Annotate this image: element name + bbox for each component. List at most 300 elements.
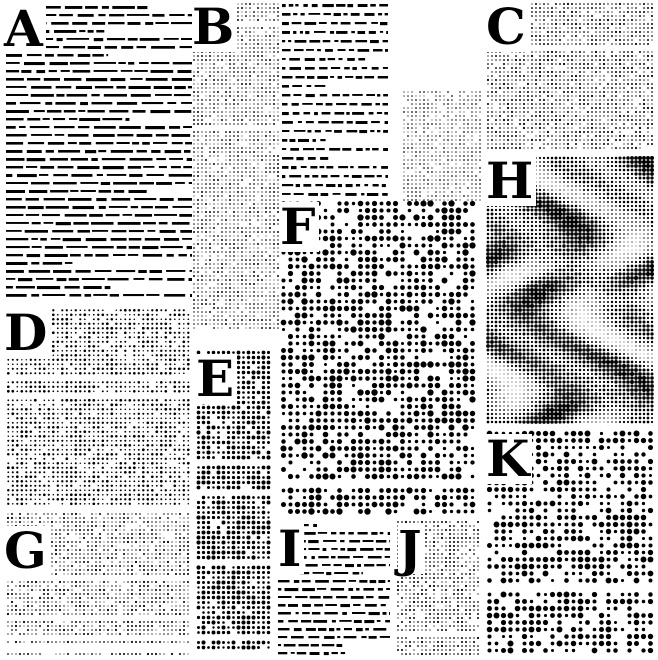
halftone-dot (241, 311, 243, 313)
halftone-dot (147, 327, 150, 330)
halftone-dot (543, 75, 544, 76)
text-stroke (160, 198, 174, 201)
halftone-dot (205, 143, 206, 144)
text-stroke (53, 270, 71, 273)
halftone-dot (595, 91, 597, 93)
halftone-dot (507, 71, 508, 72)
halftone-dot (257, 3, 258, 4)
halftone-dot (261, 319, 263, 321)
halftone-dot (587, 91, 589, 93)
halftone-dot (415, 119, 416, 120)
text-stroke (339, 58, 343, 60)
halftone-dot (151, 314, 153, 316)
text-stroke (288, 40, 291, 42)
halftone-dot (647, 131, 648, 132)
halftone-dot (269, 163, 271, 165)
halftone-dot (615, 3, 617, 5)
text-stroke (91, 94, 99, 96)
halftone-dot (142, 403, 145, 406)
text-stroke (16, 286, 35, 289)
text-stroke (383, 40, 388, 42)
halftone-dot (221, 267, 223, 269)
halftone-dot (265, 231, 267, 233)
halftone-dot (213, 59, 214, 60)
halftone-dot (639, 143, 641, 145)
halftone-dot (34, 390, 36, 392)
text-stroke (343, 94, 350, 96)
halftone-dot (519, 123, 521, 125)
halftone-dot (183, 408, 185, 410)
halftone-dot (57, 327, 59, 329)
halftone-dot (269, 283, 270, 284)
halftone-dot (237, 179, 239, 181)
halftone-dot (213, 187, 215, 189)
halftone-dot (571, 31, 572, 32)
halftone-dot (455, 191, 456, 192)
halftone-dot (443, 131, 444, 132)
halftone-dot (249, 191, 250, 192)
halftone-dot (237, 135, 239, 137)
halftone-dot (225, 163, 227, 165)
halftone-dot (257, 63, 259, 65)
halftone-dot (229, 79, 230, 80)
halftone-dot (214, 268, 215, 269)
halftone-dot (507, 75, 509, 77)
halftone-dot (587, 31, 589, 33)
halftone-dot (138, 386, 140, 388)
halftone-dot (427, 195, 428, 196)
halftone-dot (253, 155, 255, 157)
halftone-dot (619, 23, 621, 25)
text-stroke (68, 134, 89, 137)
halftone-dot (229, 263, 230, 264)
halftone-dot (423, 159, 425, 161)
halftone-dot (225, 291, 227, 293)
halftone-dot (156, 350, 157, 351)
halftone-dot (213, 119, 214, 120)
halftone-dot (193, 119, 195, 121)
halftone-dot (587, 11, 589, 13)
halftone-dot (57, 417, 59, 419)
halftone-dot (499, 103, 501, 105)
halftone-dot (257, 175, 258, 176)
halftone-dot (265, 103, 267, 105)
halftone-dot (97, 309, 99, 311)
halftone-dot (133, 372, 136, 375)
halftone-dot (627, 11, 629, 13)
halftone-dot (431, 155, 433, 157)
halftone-dot (507, 139, 509, 141)
halftone-dot (193, 107, 195, 109)
halftone-dot (17, 386, 19, 388)
halftone-dot (217, 99, 219, 101)
halftone-dot (225, 167, 226, 168)
text-stroke (138, 270, 147, 273)
halftone-dot (217, 283, 218, 284)
halftone-dot (52, 430, 55, 433)
halftone-dot (221, 235, 223, 237)
halftone-dot (411, 119, 412, 120)
halftone-dot (257, 87, 258, 88)
halftone-dot (651, 135, 653, 137)
halftone-dot (93, 368, 95, 370)
halftone-dot (587, 55, 589, 57)
halftone-dot (599, 91, 601, 93)
halftone-dot (234, 284, 235, 285)
halftone-dot (567, 19, 569, 21)
halftone-dot (635, 75, 636, 76)
halftone-dot (116, 413, 118, 415)
halftone-dot (603, 131, 605, 133)
halftone-dot (165, 359, 167, 361)
halftone-dot (75, 314, 77, 316)
halftone-dot (491, 127, 493, 129)
halftone-dot (475, 99, 477, 101)
halftone-dot (253, 271, 255, 273)
halftone-dot (217, 239, 218, 240)
text-stroke (182, 238, 192, 240)
halftone-dot (201, 163, 203, 165)
halftone-dot (579, 3, 581, 5)
halftone-dot (193, 231, 195, 233)
halftone-dot (261, 139, 262, 140)
halftone-dot (591, 87, 593, 89)
halftone-dot (479, 127, 481, 129)
text-stroke (309, 40, 320, 43)
text-stroke (68, 142, 77, 144)
halftone-dot (217, 59, 219, 61)
halftone-dot (197, 187, 199, 189)
halftone-dot (257, 39, 258, 40)
halftone-dot (543, 119, 545, 121)
halftone-dot (79, 431, 81, 433)
halftone-dot (543, 67, 545, 69)
halftone-dot (547, 99, 548, 100)
halftone-dot (479, 119, 481, 121)
halftone-dot (61, 318, 64, 321)
halftone-dot (261, 123, 263, 125)
halftone-dot (241, 131, 242, 132)
halftone-dot (559, 139, 561, 141)
halftone-dot (241, 291, 242, 292)
halftone-dot (253, 143, 254, 144)
text-stroke (105, 286, 111, 289)
halftone-dot (129, 364, 130, 365)
halftone-dot (245, 191, 246, 192)
halftone-dot (435, 107, 436, 108)
halftone-dot (415, 143, 416, 144)
halftone-dot (647, 27, 649, 29)
halftone-dot (193, 251, 195, 253)
halftone-dot (261, 223, 262, 224)
halftone-dot (443, 135, 444, 136)
halftone-dot (221, 191, 223, 193)
halftone-dot (197, 135, 198, 136)
text-stroke (94, 126, 116, 129)
halftone-dot (245, 203, 246, 204)
halftone-dot (265, 195, 266, 196)
halftone-dot (97, 350, 99, 352)
halftone-dot (221, 203, 222, 204)
halftone-dot (201, 255, 202, 256)
halftone-dot (52, 422, 54, 424)
halftone-dot (623, 107, 624, 108)
halftone-dot (257, 27, 258, 28)
halftone-dot (164, 430, 167, 433)
halftone-dot (643, 11, 645, 13)
halftone-dot (183, 323, 185, 325)
halftone-dot (193, 115, 195, 117)
halftone-dot (253, 299, 254, 300)
halftone-dot (265, 155, 267, 157)
halftone-dot (57, 413, 58, 414)
halftone-dot (269, 91, 271, 93)
halftone-dot (499, 83, 500, 84)
halftone-dot (21, 440, 23, 442)
halftone-dot (187, 363, 190, 366)
halftone-dot (607, 87, 608, 88)
halftone-dot (407, 99, 409, 101)
text-stroke (45, 54, 54, 57)
halftone-dot (165, 435, 168, 438)
halftone-dot (241, 151, 243, 153)
halftone-dot (471, 171, 473, 173)
halftone-dot (627, 39, 629, 41)
halftone-dot (143, 409, 144, 410)
text-stroke (316, 148, 325, 150)
halftone-dot (205, 291, 206, 292)
halftone-dot (213, 67, 215, 69)
halftone-dot (463, 127, 464, 128)
halftone-dot (221, 295, 223, 297)
halftone-dot (447, 179, 449, 181)
halftone-dot (607, 63, 608, 64)
text-stroke (6, 246, 30, 248)
halftone-dot (233, 191, 234, 192)
halftone-dot (599, 95, 601, 97)
text-stroke (30, 126, 50, 128)
halftone-dot (623, 55, 625, 57)
halftone-dot (603, 91, 605, 93)
halftone-dot (639, 87, 641, 89)
halftone-dot (209, 227, 210, 228)
text-stroke (47, 110, 62, 113)
halftone-dot (209, 275, 210, 276)
halftone-dot (237, 263, 239, 265)
halftone-dot (221, 287, 222, 288)
halftone-dot (265, 15, 266, 16)
halftone-dot (551, 147, 552, 148)
halftone-dot (205, 123, 207, 125)
text-stroke (380, 31, 383, 33)
text-stroke (358, 49, 370, 52)
halftone-dot (499, 143, 500, 144)
halftone-dot (93, 327, 95, 329)
halftone-dot (415, 115, 416, 116)
halftone-dot (487, 111, 489, 113)
halftone-dot (257, 7, 259, 9)
text-stroke (150, 270, 163, 273)
halftone-dot (52, 426, 55, 429)
halftone-dot (229, 179, 230, 180)
halftone-dot (531, 59, 533, 61)
halftone-dot (84, 323, 86, 325)
halftone-dot (225, 191, 226, 192)
halftone-dot (178, 345, 180, 347)
halftone-dot (261, 71, 263, 73)
halftone-dot (253, 311, 255, 313)
halftone-dot (213, 63, 215, 65)
halftone-dot (169, 340, 172, 343)
text-stroke (342, 148, 351, 151)
halftone-dot (165, 386, 167, 388)
text-stroke (290, 67, 302, 70)
halftone-dot (261, 107, 262, 108)
halftone-dot (245, 235, 247, 237)
text-stroke (376, 103, 381, 105)
halftone-dot (257, 203, 258, 204)
text-stroke (282, 22, 289, 25)
halftone-dot (507, 107, 509, 109)
halftone-dot (98, 373, 99, 374)
halftone-dot (519, 111, 520, 112)
halftone-dot (205, 315, 206, 316)
halftone-dot (151, 309, 153, 311)
halftone-dot (197, 275, 198, 276)
halftone-dot (48, 431, 50, 433)
halftone-dot (475, 167, 476, 168)
halftone-dot (419, 111, 420, 112)
halftone-dot (156, 323, 158, 325)
text-stroke (313, 139, 316, 142)
halftone-dot (57, 409, 59, 411)
halftone-dot (209, 323, 210, 324)
halftone-dot (233, 259, 235, 261)
halftone-dot (547, 23, 548, 24)
halftone-dot (52, 322, 55, 325)
halftone-dot (20, 417, 23, 420)
halftone-dot (116, 409, 118, 411)
halftone-dot (455, 163, 456, 164)
halftone-dot (503, 111, 505, 113)
halftone-dot (579, 107, 580, 108)
halftone-dot (619, 111, 621, 113)
halftone-dot (201, 167, 202, 168)
halftone-dot (174, 400, 176, 402)
text-stroke (352, 112, 364, 115)
halftone-dot (261, 27, 263, 29)
halftone-dot (431, 147, 433, 149)
halftone-dot (415, 195, 417, 197)
halftone-dot (547, 131, 549, 133)
halftone-dot (475, 123, 476, 124)
halftone-dot (48, 368, 49, 369)
halftone-dot (277, 135, 278, 136)
halftone-dot (20, 430, 23, 433)
halftone-dot (273, 39, 274, 40)
halftone-dot (519, 95, 521, 97)
halftone-dot (607, 27, 609, 29)
halftone-dot (567, 111, 569, 113)
halftone-dot (503, 79, 505, 81)
halftone-dot (261, 283, 262, 284)
halftone-dot (16, 422, 18, 424)
halftone-dot (523, 99, 525, 101)
text-stroke (73, 70, 91, 73)
text-stroke (109, 206, 128, 208)
halftone-dot (615, 39, 617, 41)
halftone-dot (491, 59, 492, 60)
halftone-dot (539, 115, 541, 117)
halftone-dot (34, 399, 37, 402)
halftone-dot (241, 227, 243, 229)
halftone-dot (551, 51, 553, 53)
halftone-dot (567, 99, 569, 101)
halftone-dot (543, 87, 544, 88)
halftone-dot (563, 95, 564, 96)
halftone-dot (423, 131, 425, 133)
halftone-dot (261, 215, 262, 216)
halftone-dot (531, 3, 532, 4)
halftone-dot (21, 400, 22, 401)
halftone-dot (487, 83, 488, 84)
halftone-dot (423, 123, 425, 125)
halftone-dot (201, 203, 202, 204)
halftone-dot (555, 79, 556, 80)
halftone-dot (587, 111, 589, 113)
halftone-dot (273, 95, 275, 97)
text-stroke (61, 70, 70, 72)
halftone-dot (209, 223, 210, 224)
halftone-dot (174, 390, 176, 392)
halftone-dot (217, 235, 219, 237)
halftone-dot (156, 354, 158, 356)
halftone-dot (265, 207, 267, 209)
halftone-dot (201, 119, 203, 121)
halftone-dot (403, 107, 404, 108)
text-stroke (139, 182, 154, 185)
halftone-dot (106, 341, 108, 343)
halftone-dot (66, 440, 68, 442)
halftone-dot (74, 399, 77, 402)
halftone-dot (221, 123, 222, 124)
halftone-dot (241, 75, 243, 77)
halftone-dot (34, 417, 36, 419)
halftone-dot (535, 115, 537, 117)
halftone-dot (249, 147, 251, 149)
halftone-dot (431, 187, 432, 188)
halftone-dot (451, 127, 452, 128)
halftone-dot (237, 31, 239, 33)
halftone-dot (57, 364, 59, 366)
halftone-dot (269, 67, 270, 68)
halftone-dot (213, 71, 215, 73)
halftone-dot (102, 422, 104, 424)
halftone-dot (599, 123, 601, 125)
halftone-dot (631, 147, 633, 149)
halftone-dot (579, 59, 580, 60)
halftone-dot (201, 151, 203, 153)
halftone-dot (111, 314, 113, 316)
halftone-dot (261, 15, 263, 17)
halftone-dot (70, 417, 72, 419)
halftone-dot (467, 131, 469, 133)
halftone-dot (607, 39, 609, 41)
halftone-dot (102, 327, 104, 329)
halftone-dot (25, 435, 28, 438)
halftone-dot (237, 11, 239, 13)
halftone-dot (265, 239, 267, 241)
